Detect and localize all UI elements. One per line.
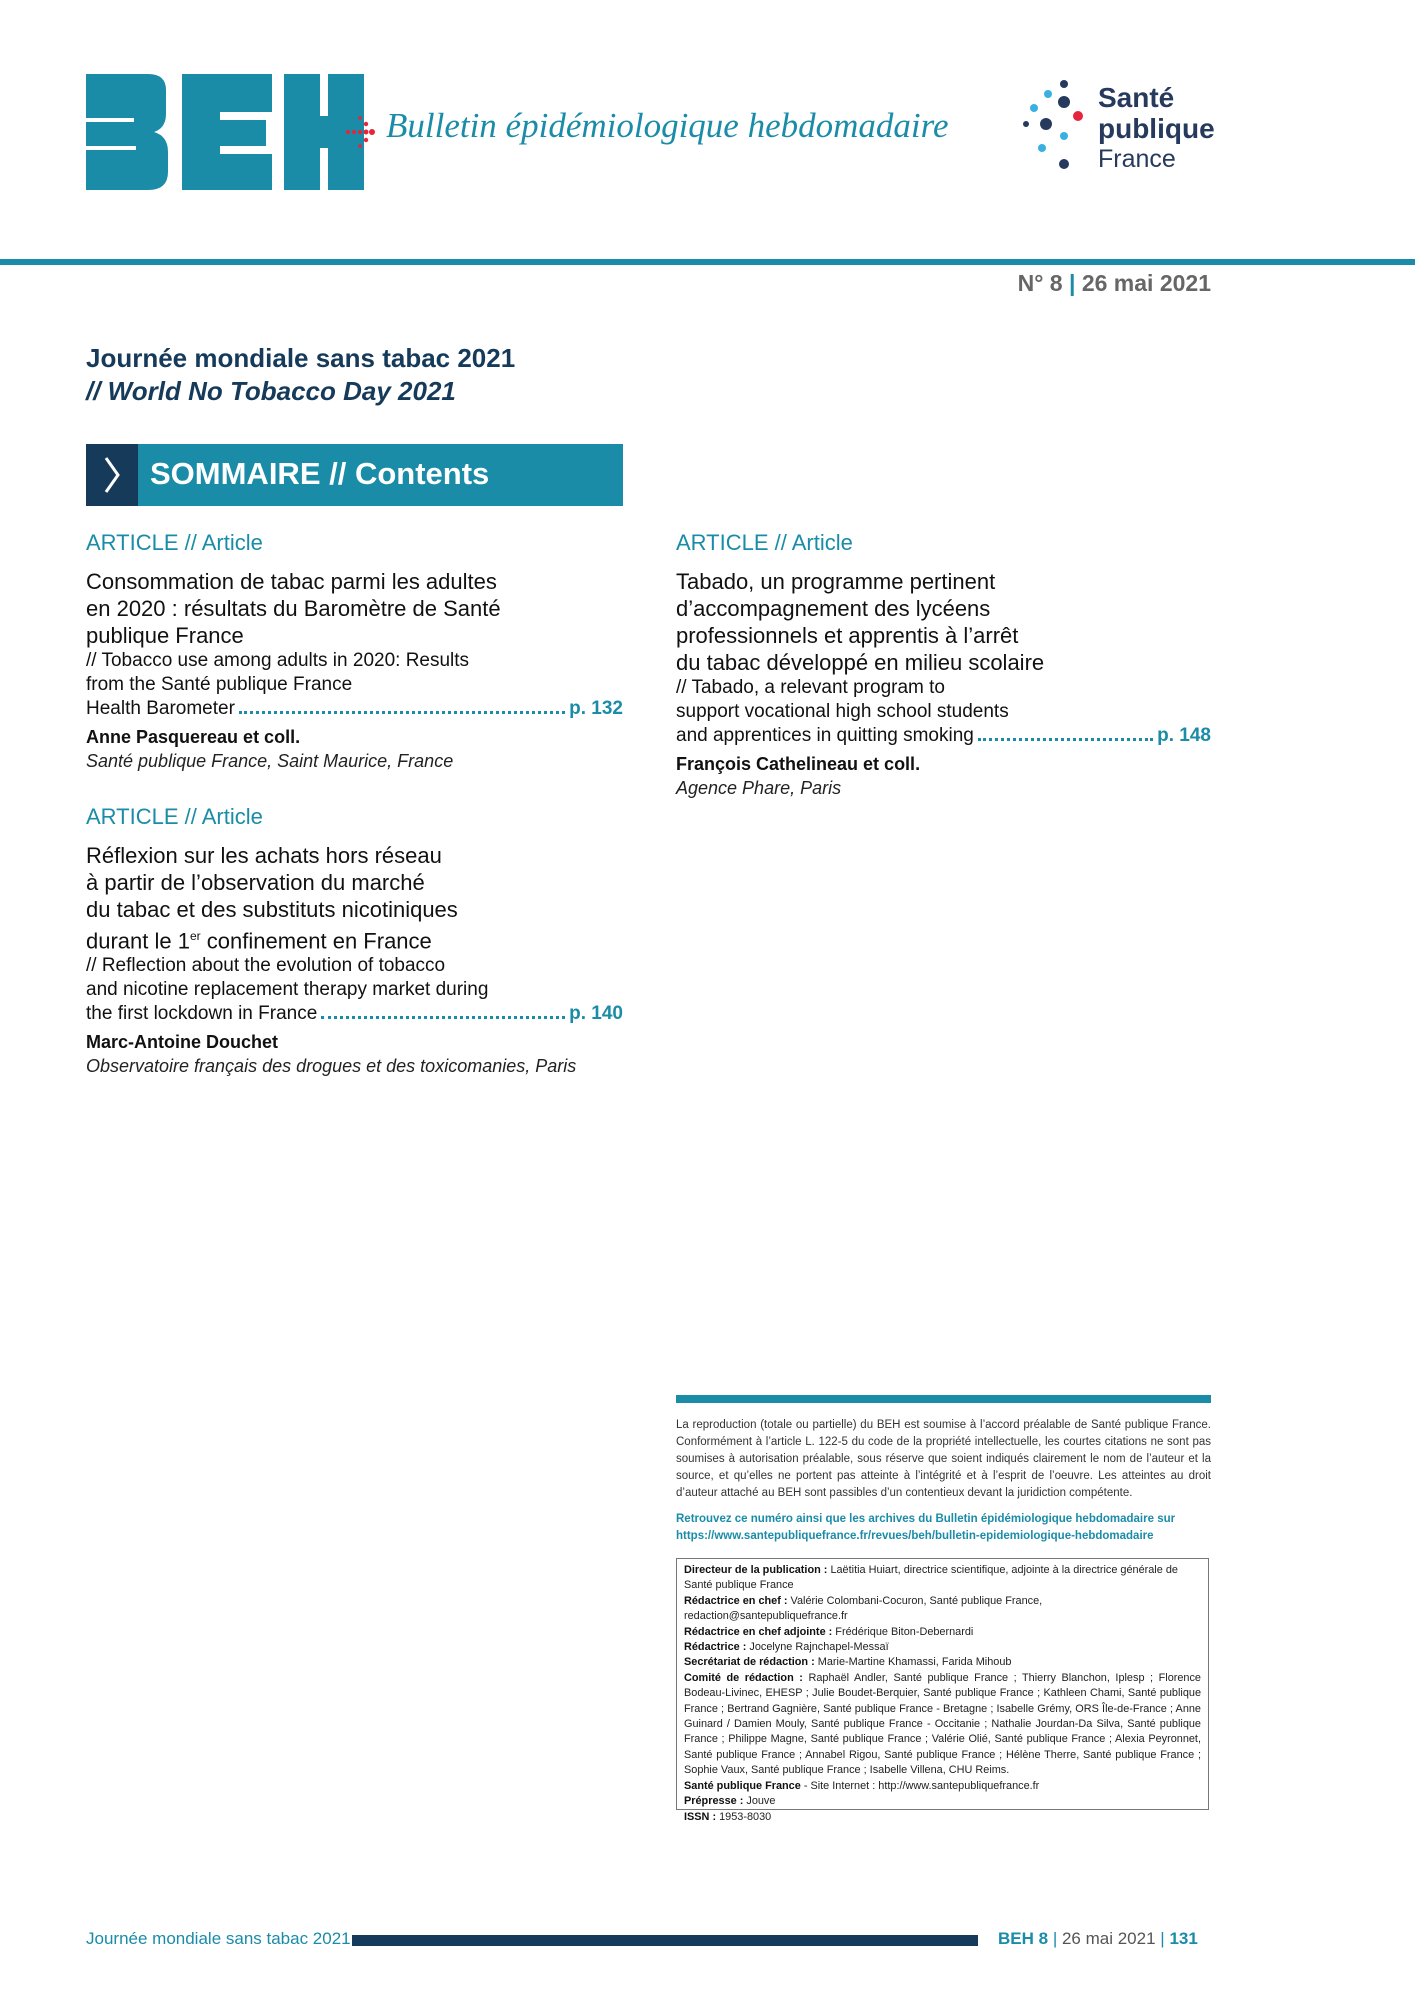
article-title[interactable]: Consommation de tabac parmi les adultes en 2020 : résultats du Baromètre de Santé publique France xyxy=(86,569,501,648)
publication-subtitle: Bulletin épidémiologique hebdomadaire xyxy=(386,106,949,145)
article-title-en: // Tabado, a relevant program to support vocational high school students and apprentices in quitting smoking p. 148 xyxy=(676,677,1211,746)
toc-leader: and apprentices in quitting smoking p. 148 xyxy=(676,725,1211,746)
article-title-en: // Tobacco use among adults in 2020: Results from the Santé publique France Health Barometer p. 132 xyxy=(86,650,623,719)
footer-date: 26 mai 2021 xyxy=(1061,1929,1156,1948)
toc-leader: Health Barometer p. 132 xyxy=(86,698,623,719)
article-entry-3[interactable] xyxy=(676,530,1211,799)
credit-line: Santé publique France - Site Internet : http://www.santepubliquefrance.fr xyxy=(684,1779,1040,1792)
article-affiliation: Agence Phare, Paris xyxy=(676,778,842,798)
article-entry-1[interactable] xyxy=(86,530,623,772)
issue-date: 26 mai 2021 xyxy=(1081,270,1211,296)
article-title[interactable]: Tabado, un programme pertinent d’accompagnement des lycéens professionnels et apprentis à l’arrêt du tabac développé en milieu scolaire xyxy=(676,569,1045,675)
article-label: ARTICLE // Article xyxy=(86,804,263,829)
credit-line: Prépresse : Jouve xyxy=(684,1795,776,1808)
article-label: ARTICLE // Article xyxy=(86,530,263,555)
footer-bar xyxy=(352,1935,978,1946)
credit-line: Rédactrice : Jocelyne Rajnchapel-Messaï xyxy=(684,1641,889,1654)
issue-info xyxy=(1000,270,1211,297)
page-link[interactable]: p. 132 xyxy=(569,698,623,719)
page-link[interactable]: p. 140 xyxy=(569,1003,623,1025)
toc-leader: the first lockdown in France p. 140 xyxy=(86,1003,623,1025)
footer-dossier: Journée mondiale sans tabac 2021 xyxy=(86,1929,351,1948)
header-rule xyxy=(0,259,1415,265)
credit-line: Directeur de la publication : Laëtitia Huiart, directrice scientifique, adjointe à la directrice générale de Santé publique France xyxy=(684,1564,1178,1592)
dossier-title-en: // World No Tobacco Day 2021 xyxy=(86,376,456,406)
article-entry-2[interactable] xyxy=(86,804,623,1077)
chevron-right-icon xyxy=(86,444,138,506)
legal-rule xyxy=(676,1395,1211,1403)
article-author: François Cathelineau et coll. xyxy=(676,754,921,774)
article-author: Anne Pasquereau et coll. xyxy=(86,727,301,747)
credit-line: Rédactrice en chef : Valérie Colombani-Cocuron, Santé publique France, redaction@santepubliquefrance.fr xyxy=(684,1594,1043,1623)
page-number: 131 xyxy=(1169,1929,1198,1948)
contents-title: SOMMAIRE // Contents xyxy=(150,456,490,491)
archive-link[interactable]: Retrouvez ce numéro ainsi que les archives du Bulletin épidémiologique hebdomadaire sur https://www.santepubliquefrance.fr/revues/beh/bulletin-epidemiologique-hebdomadaire xyxy=(676,1513,1176,1542)
credit-line: Rédactrice en chef adjointe : Frédérique Biton-Debernardi xyxy=(684,1625,974,1638)
issue-number: N° 8 xyxy=(1017,270,1063,296)
article-affiliation: Observatoire français des drogues et des toxicomanies, Paris xyxy=(86,1056,577,1077)
editorial-credits xyxy=(676,1558,1209,1823)
footer-beh: BEH 8 xyxy=(998,1929,1049,1948)
article-label: ARTICLE // Article xyxy=(676,530,853,555)
article-title[interactable]: Réflexion sur les achats hors réseau à partir de l’observation du marché du tabac et des substituts nicotiniques durant le 1er confinement en France xyxy=(86,843,458,954)
red-arrow-icon xyxy=(344,112,384,152)
page-link[interactable]: p. 148 xyxy=(1157,725,1211,746)
beh-logo xyxy=(86,74,364,190)
dossier-title-fr: Journée mondiale sans tabac 2021 xyxy=(86,343,516,373)
credit-line: Comité de rédaction : Raphaël Andler, Santé publique France ; Thierry Blanchon, Iplesp ; Florence Bodeau-Livinec, EHESP ; Julie Boudet-Berquier, Santé publique France ; Kathleen Chami, Santé publique France ; Bertrand Gagnière, Santé publique France - Bretagne ; Isabelle Grémy, ORS Île-de-France ; Anne Guinard / Damien Mouly, Santé publique France - Occitanie ; Nathalie Jourdan-Da Silva, Santé publique France ; Philippe Magne, Santé publique France ; Valérie Olié, Santé publique France ; Alexia Peyronnet, Santé publique France ; Annabel Rigou, Santé publique France ; Hélène Therre, Santé publique France ; Sophie Vaux, Santé publique France ; Isabelle Villena, CHU Reims. xyxy=(684,1671,1201,1777)
sante-publique-france-wordmark: Santé publique France xyxy=(1098,82,1215,173)
issue-separator: | xyxy=(1069,270,1076,296)
credit-line: ISSN : 1953-8030 xyxy=(684,1810,772,1823)
article-author: Marc-Antoine Douchet xyxy=(86,1032,279,1053)
copyright-notice: La reproduction (totale ou partielle) du BEH est soumise à l’accord préalable de Santé publique France. Conformément à l’article L. 122-5 du code de la propriété intellectuelle, les courtes citations ne sont pas soumises à autorisation préalable, sous réserve que soient indiqués clairement le nom de l’auteur et la source, et qu’elles ne portent pas atteinte à l’intégrité et à l’esprit de l’oeuvre. Les atteintes au droit d’auteur attaché au BEH sont passibles d’un contentieux devant la juridiction compétente. xyxy=(676,1419,1211,1499)
article-affiliation: Santé publique France, Saint Maurice, France xyxy=(86,751,454,771)
credit-line: Secrétariat de rédaction : Marie-Martine Khamassi, Farida Mihoub xyxy=(684,1656,1012,1669)
article-title-en: // Reflection about the evolution of tobacco and nicotine replacement therapy market during the first lockdown in France p. 140 xyxy=(86,955,623,1025)
footer-info: BEH 8 | 26 mai 2021 | 131 xyxy=(998,1929,1198,1948)
